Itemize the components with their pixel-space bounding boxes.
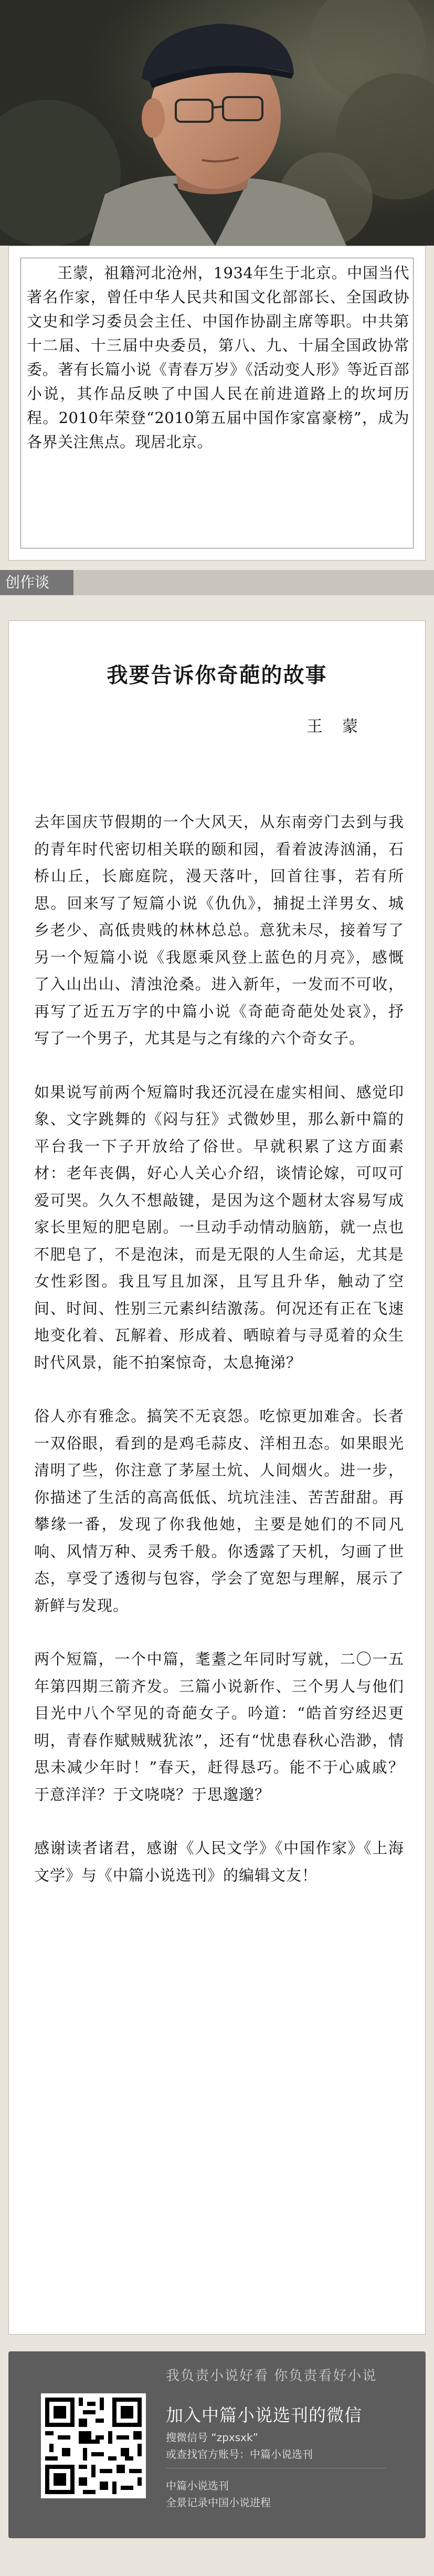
section-tag: 创作谈 xyxy=(0,570,73,595)
author-bio-box xyxy=(8,246,426,561)
article-paragraph: 俗人亦有雅念。搞笑不无哀怨。吃惊更加难舍。长者一双俗眼，看到的是鸡毛蒜皮、洋相丑态。如果眼光清明了些，你注意了茅屋土炕、人间烟火。进一步，你描述了生活的高高低低、坑坑洼洼、苦苦甜甜。再攀缘一番，发现了你我他她，主要是她们的不同凡响、风情万种、灵秀千般。你透露了天机，匀画了世态，享受了透彻与包容，学会了宽恕与理解，展示了新鲜与发现。 xyxy=(34,1407,404,1614)
article-box xyxy=(8,620,426,2335)
section-header xyxy=(0,570,434,596)
article-paragraph: 去年国庆节假期的一个大风天，从东南旁门去到与我的青年时代密切相关联的颐和园，看着波涛汹涌，石桥山丘，长廊庭院，漫天落叶，回首往事，若有所思。回来写了短篇小说《仇仇》，捕捉土洋男女、城乡老少、高低贵贱的林林总总。意犹未尽，接着写了另一个短篇小说《我愿乘风登上蓝色的月亮》，感慨了入山出山、清浊沧桑。进入新年，一发而不可收，再写了近五万字的中篇小说《奇葩奇葩处处哀》，抒写了一个男子，尤其是与之有缘的六个奇女子。 xyxy=(34,813,404,1047)
official-account: 或查找官方账号：中篇小说选刊 xyxy=(166,2448,313,2461)
follow-wechat-title: 加入中篇小说选刊的微信 xyxy=(166,2405,362,2425)
article-body xyxy=(34,809,404,1916)
author-photo xyxy=(0,0,434,246)
wechat-id: 搜微信号 “zpxsxk” xyxy=(166,2431,258,2444)
article-paragraph: 如果说写前两个短篇时我还沉浸在虚实相间、感觉印象、文字跳舞的《闷与狂》式微妙里，那么新中篇的平台我一下子开放给了俗世。早就积累了这方面素材：老年丧偶，好心人关心介绍，谈情论嫁，可叹可爱可哭。久久不想敲键，是因为这个题材太容易写成家长里短的肥皂剧。一旦动手动情动脑筋，就一点也不肥皂了，不是泡沫，而是无限的人生命运，尤其是女性彩图。我且写且加深，且写且升华，触动了空间、时间、性别三元素纠结激荡。何况还有正在飞速地变化着、瓦解着、形成着、晒晾着与寻觅着的众生时代风景，能不拍案惊奇，太息掩涕？ xyxy=(34,1083,404,1371)
qr-code-icon[interactable] xyxy=(41,2393,146,2498)
article-author: 王 蒙 xyxy=(306,717,365,736)
footer-slogan: 我负责小说好看 你负责看好小说 xyxy=(166,2368,377,2384)
article-title: 我要告诉你奇葩的故事 xyxy=(107,663,327,688)
qr-code-graphic xyxy=(41,2393,146,2498)
section-divider xyxy=(73,570,434,595)
author-portrait-illustration xyxy=(0,0,434,246)
author-bio-text: 王蒙，祖籍河北沧州，1934年生于北京。中国当代著名作家，曾任中华人民共和国文化部部长、全国政协文史和学习委员会主任、中国作协副主席等职。中共第十二届、十三届中央委员，第八、九、十届全国政协常委。著有长篇小说《青春万岁》《活动变人形》等近百部小说，其作品反映了中国人民在前进道路上的坎坷历程。2010年荣登“2010第五届中国作家富豪榜”，成为各界关注焦点。现居北京。 xyxy=(27,264,409,451)
wechat-footer xyxy=(8,2351,426,2538)
footer-brand: 中篇小说选刊 xyxy=(166,2479,229,2492)
article-paragraph: 两个短篇，一个中篇，耄耋之年同时写就，二〇一五年第四期三箭齐发。三篇小说新作、三个男人与他们目光中八个罕见的奇葩女子。吟道：“皓首穷经迟更明，青春作赋贼贼犹浓”，还有“忧患春秋心浩渺，情思未减少年时！”春天，赶得恳巧。能不于心戚戚？于意洋洋？于文哓哓？于思邈邈？ xyxy=(34,1650,404,1803)
article-paragraph: 感谢读者诸君，感谢《人民文学》《中国作家》《上海文学》与《中篇小说选刊》的编辑文友！ xyxy=(34,1839,404,1884)
footer-tagline: 全景记录中国小说进程 xyxy=(166,2496,271,2509)
